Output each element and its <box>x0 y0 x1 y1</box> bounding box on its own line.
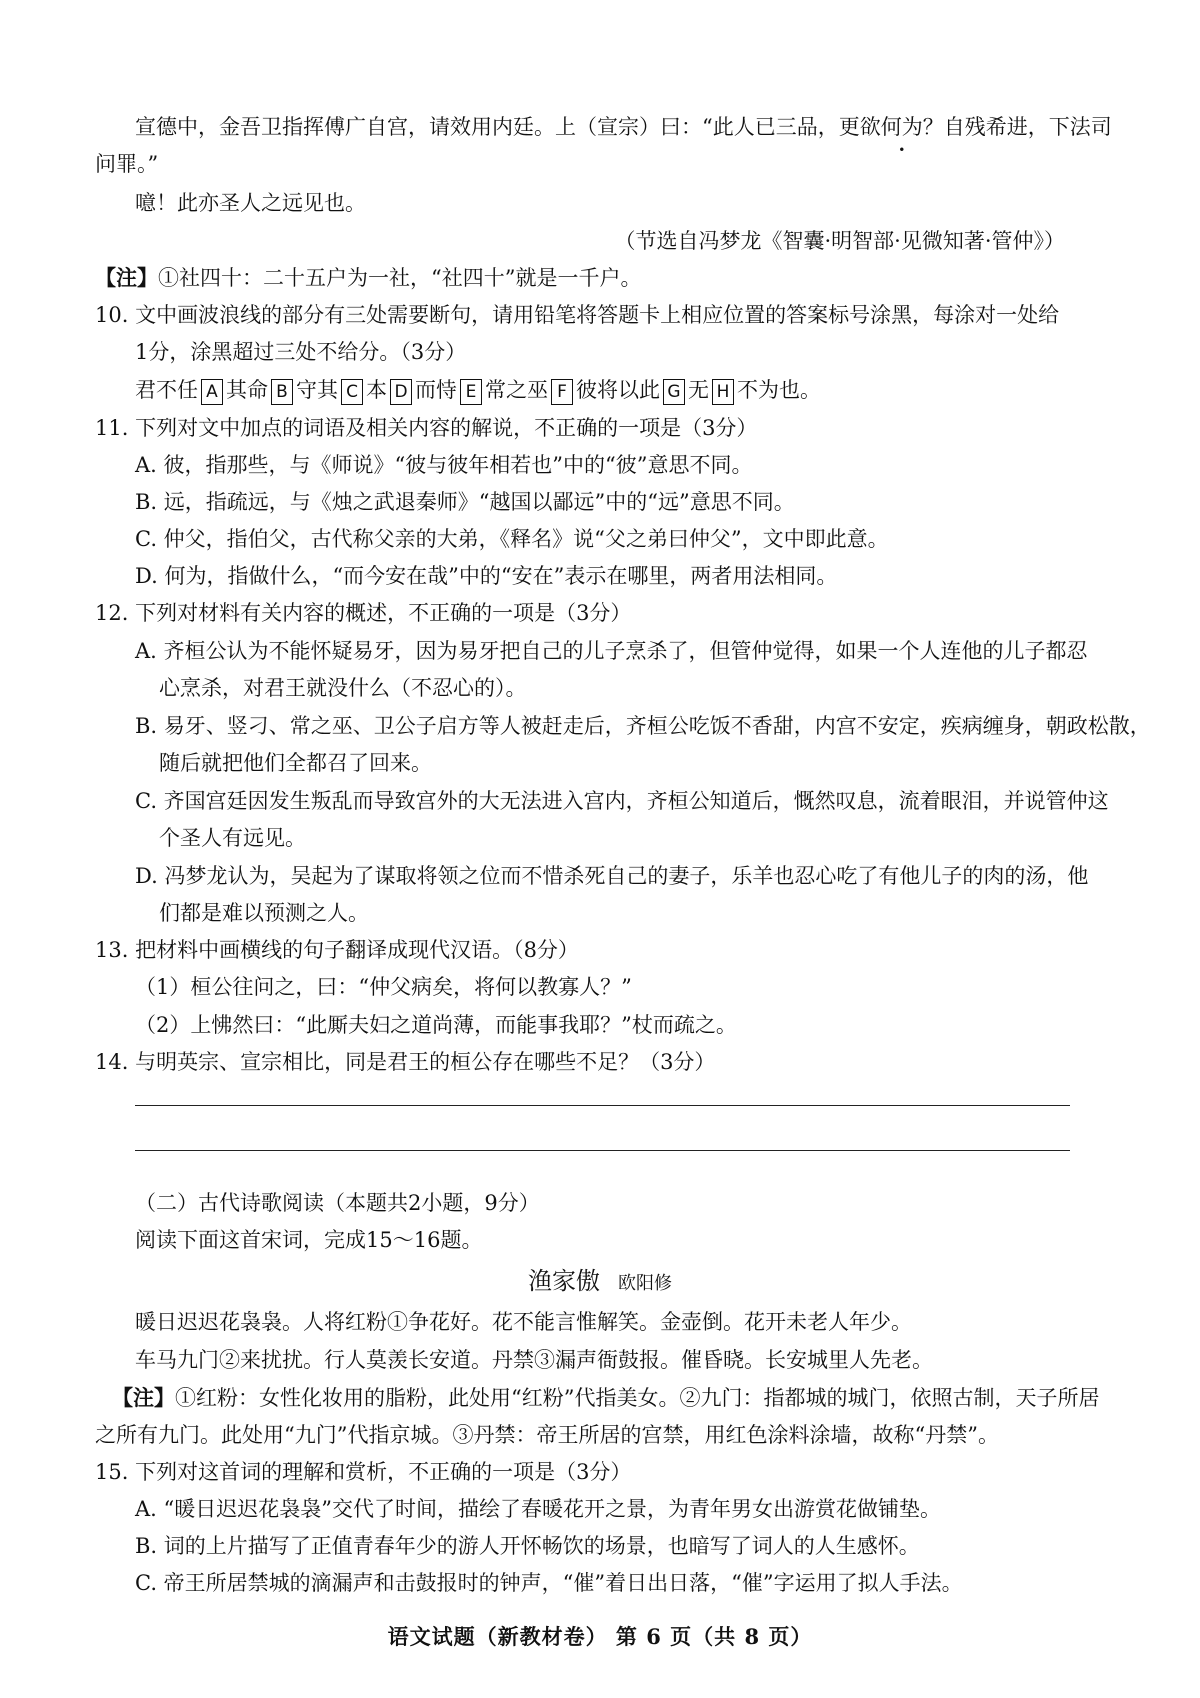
q15-option-b: B. 词的上片描写了正值青春年少的游人开怀畅饮的场景，也暗写了词人的人生感怀。 <box>135 1534 920 1558</box>
note-tag: 【注】 <box>95 265 158 290</box>
segment-text: 常之巫 <box>485 378 548 402</box>
poem-title-line <box>0 1266 1200 1299</box>
poem-line-2: 车马九门②来扰扰。行人莫羡长安道。丹禁③漏声衙鼓报。催昏晓。长安城里人先老。 <box>135 1348 933 1372</box>
q12-option-c-cont: 个圣人有远见。 <box>159 826 306 850</box>
q12-stem: 12. 下列对材料有关内容的概述，不正确的一项是（3分） <box>95 601 632 625</box>
answer-box-h[interactable]: H <box>712 379 734 405</box>
poem-author: 欧阳修 <box>618 1273 672 1294</box>
q12-option-c: C. 齐国宫廷因发生叛乱而导致宫外的大无法进入宫内，齐桓公知道后，慨然叹息，流着眼泪，并说管仲这 <box>135 789 1109 813</box>
q15-option-a: A. “暖日迟迟花袅袅”交代了时间，描绘了春暖花开之景，为青年男女出游赏花做铺垫。 <box>135 1497 941 1521</box>
passage-note <box>95 263 641 293</box>
poem-note <box>112 1383 1099 1413</box>
q15-option-c: C. 帝王所居禁城的滴漏声和击鼓报时的钟声，“催”着日出日落，“催”字运用了拟人手法。 <box>135 1571 963 1595</box>
q10-stem: 10. 文中画波浪线的部分有三处需要断句，请用铅笔将答题卡上相应位置的答案标号涂黑，每涂对一处给 <box>95 303 1060 327</box>
q12-option-d: D. 冯梦龙认为，吴起为了谋取将领之位而不惜杀死自己的妻子，乐羊也忍心吃了有他儿子的肉的汤，他 <box>135 864 1089 888</box>
passage-text: ？自残希进，下法司 <box>922 115 1112 139</box>
answer-box-e[interactable]: E <box>460 379 482 405</box>
q12-option-a: A. 齐桓公认为不能怀疑易牙，因为易牙把自己的儿子烹杀了，但管仲觉得，如果一个人连他的儿子都忍 <box>135 639 1088 663</box>
answer-box-a[interactable]: A <box>201 379 223 405</box>
poem-line-1: 暖日迟迟花袅袅。人将红粉①争花好。花不能言惟解笑。金壶倒。花开未老人年少。 <box>135 1310 912 1334</box>
segment-text: 其命 <box>226 378 268 402</box>
poem-title: 渔家傲 <box>528 1267 600 1295</box>
q11-option-b: B. 远，指疏远，与《烛之武退秦师》“越国以鄙远”中的“远”意思不同。 <box>135 490 795 514</box>
segment-text: 本 <box>366 378 387 402</box>
q11-option-a: A. 彼，指那些，与《师说》“彼与彼年相若也”中的“彼”意思不同。 <box>135 453 753 477</box>
passage-text: 宣德中，金吾卫指挥傅广自宫，请效用内廷。上（宣宗）曰：“此人已三品，更欲 <box>135 115 881 139</box>
passage-paragraph: 噫！此亦圣人之远见也。 <box>135 191 366 215</box>
segment-text: 而恃 <box>415 378 457 402</box>
note-text: ①社四十：二十五户为一社，“社四十”就是一千户。 <box>158 266 642 290</box>
note-tag: 【注】 <box>112 1385 175 1410</box>
q15-stem: 15. 下列对这首词的理解和赏析，不正确的一项是（3分） <box>95 1460 632 1484</box>
q11-option-c: C. 仲父，指伯父，古代称父亲的大弟，《释名》说“父之弟曰仲父”，文中即此意。 <box>135 527 889 551</box>
section-heading: （二）古代诗歌阅读（本题共2小题，9分） <box>135 1191 540 1215</box>
q11-stem: 11. 下列对文中加点的词语及相关内容的解说，不正确的一项是（3分） <box>95 416 758 440</box>
answer-line[interactable] <box>135 1150 1070 1151</box>
passage-line <box>135 112 1112 142</box>
answer-box-b[interactable]: B <box>271 379 293 405</box>
q12-option-d-cont: 们都是难以预测之人。 <box>159 901 369 925</box>
segment-text: 彼将以此 <box>576 378 660 402</box>
answer-line[interactable] <box>135 1105 1070 1106</box>
q10-stem-cont: 1分，涂黑超过三处不给分。（3分） <box>135 340 467 364</box>
segment-text: 君不任 <box>135 378 198 402</box>
answer-box-d[interactable]: D <box>390 379 412 405</box>
answer-box-g[interactable]: G <box>663 379 685 405</box>
section-intro: 阅读下面这首宋词，完成15～16题。 <box>135 1228 483 1252</box>
answer-box-c[interactable]: C <box>341 379 363 405</box>
segment-text: 守其 <box>296 378 338 402</box>
q14-stem: 14. 与明英宗、宣宗相比，同是君王的桓公存在哪些不足？（3分） <box>95 1050 716 1074</box>
dotted-term: 何为 <box>880 115 923 139</box>
q13-sentence-2: （2）上怫然曰：“此厮夫妇之道尚薄，而能事我耶？”杖而疏之。 <box>135 1013 737 1037</box>
page-footer: 语文试题（新教材卷） 第 6 页（共 8 页） <box>387 1624 813 1649</box>
answer-box-f[interactable]: F <box>551 379 573 405</box>
source-citation: （节选自冯梦龙《智囊·明智部·见微知著·管仲》） <box>614 229 1065 253</box>
q13-sentence-1: （1）桓公往问之，曰：“仲父病矣，将何以教寡人？” <box>135 975 632 999</box>
q10-segmentation <box>135 375 821 405</box>
passage-line: 问罪。” <box>95 152 159 176</box>
note-text: ①红粉：女性化妆用的脂粉，此处用“红粉”代指美女。②九门：指都城的城门，依照古制，天子所居 <box>175 1386 1100 1410</box>
segment-text: 无 <box>688 378 709 402</box>
q12-option-a-cont: 心烹杀，对君王就没什么（不忍心的）。 <box>159 676 527 700</box>
q12-option-b: B. 易牙、竖刁、常之巫、卫公子启方等人被赶走后，齐桓公吃饭不香甜，内宫不安定，疾病缠身，朝政松散， <box>135 714 1151 738</box>
segment-text: 不为也。 <box>737 378 821 402</box>
q11-option-d: D. 何为，指做什么，“而今安在哉”中的“安在”表示在哪里，两者用法相同。 <box>135 564 838 588</box>
poem-note-cont: 之所有九门。此处用“九门”代指京城。③丹禁：帝王所居的宫禁，用红色涂料涂墙，故称“丹禁”。 <box>95 1423 999 1447</box>
q13-stem: 13. 把材料中画横线的句子翻译成现代汉语。（8分） <box>95 938 579 962</box>
q12-option-b-cont: 随后就把他们全都召了回来。 <box>159 751 432 775</box>
